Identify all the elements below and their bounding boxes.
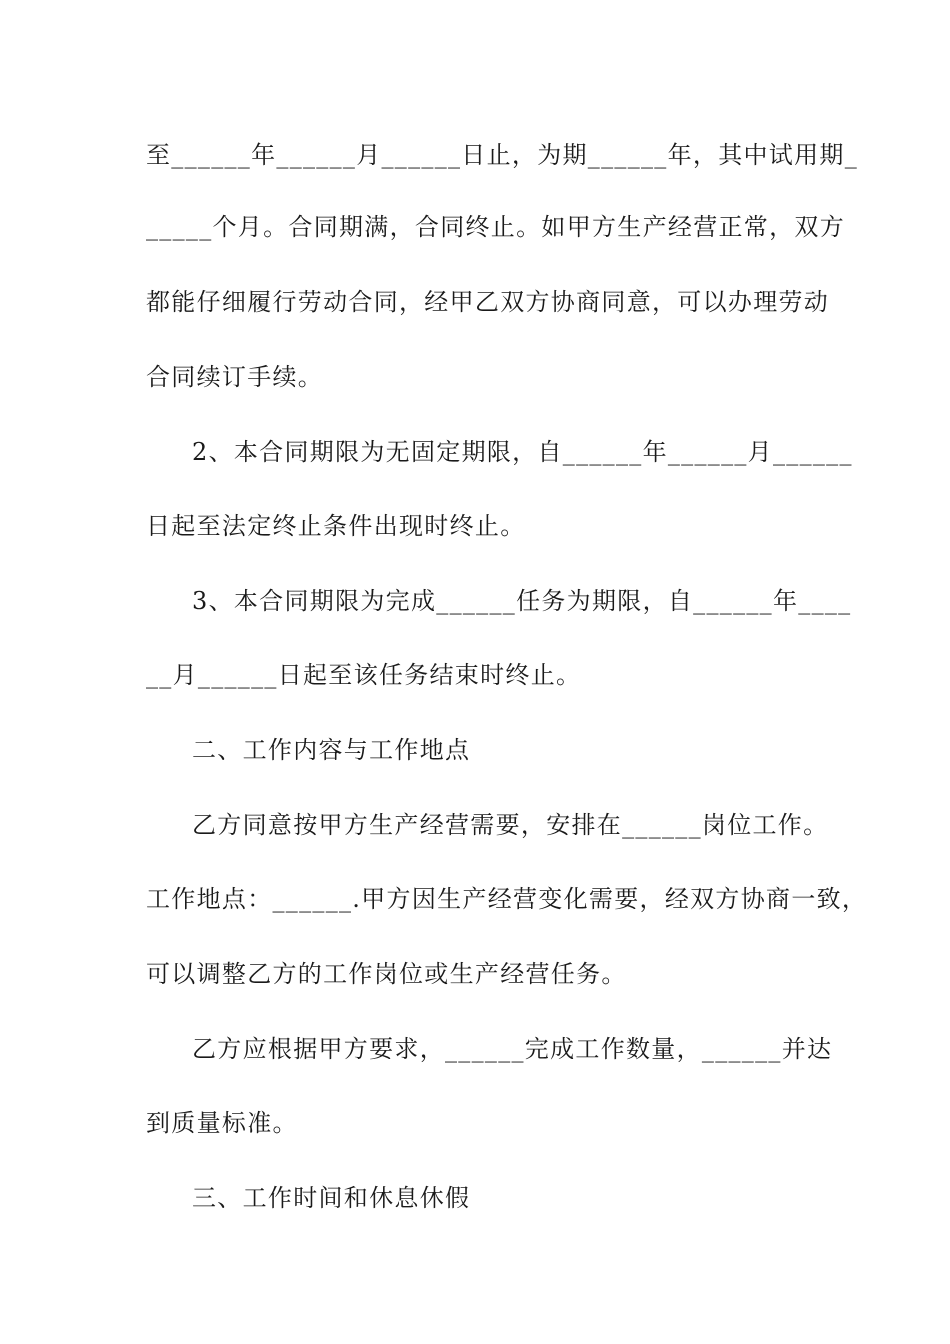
paragraph-line: 可以调整乙方的工作岗位或生产经营任务。 [146, 960, 627, 988]
paragraph-line: 至______年______月______日止，为期______年，其中试用期_ [146, 141, 858, 169]
paragraph-line: 3、本合同期限为完成______任务为期限，自______年____ [192, 587, 852, 615]
paragraph-line: 工作地点：______.甲方因生产经营变化需要，经双方协商一致， [146, 885, 868, 913]
section-heading: 三、工作时间和休息休假 [192, 1184, 471, 1212]
paragraph-line: 日起至法定终止条件出现时终止。 [146, 512, 526, 540]
paragraph-line: 合同续订手续。 [146, 363, 324, 391]
paragraph-line: 乙方同意按甲方生产经营需要，安排在______岗位工作。 [192, 811, 829, 839]
paragraph-line: 都能仔细履行劳动合同，经甲乙双方协商同意，可以办理劳动 [146, 288, 830, 316]
section-heading: 二、工作内容与工作地点 [192, 736, 471, 764]
paragraph-line: __月______日起至该任务结束时终止。 [146, 661, 582, 689]
paragraph-line: 2、本合同期限为无固定期限，自______年______月______ [192, 438, 853, 466]
paragraph-line: _____个月。合同期满，合同终止。如甲方生产经营正常，双方 [146, 213, 845, 241]
paragraph-line: 到质量标准。 [146, 1109, 298, 1137]
paragraph-line: 乙方应根据甲方要求，______完成工作数量，______并达 [192, 1035, 833, 1063]
